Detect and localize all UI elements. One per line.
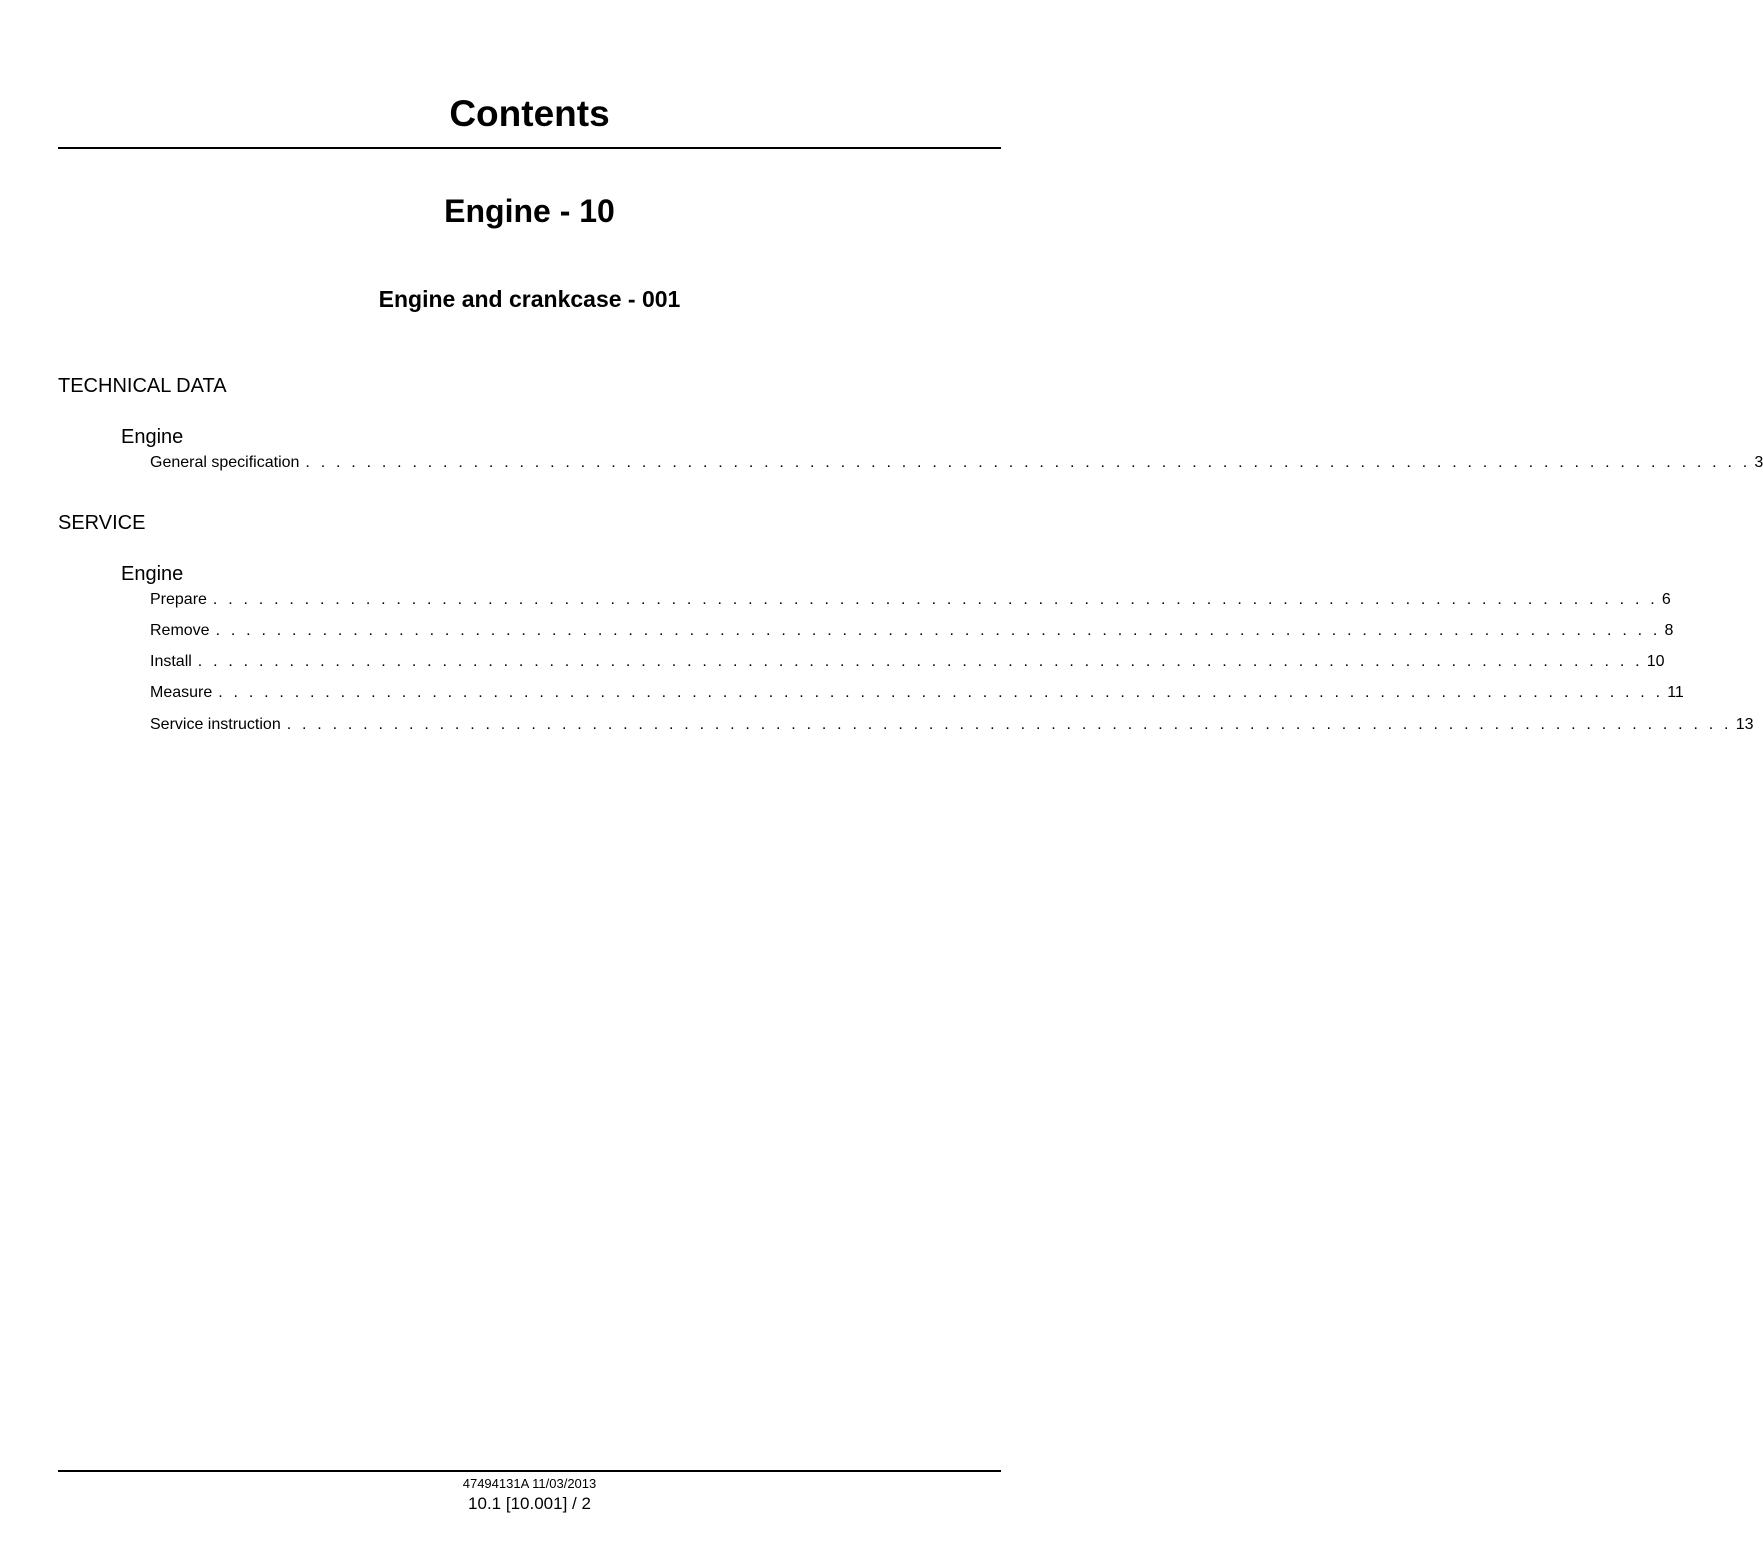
toc-entry-general-specification[interactable] (150, 452, 1763, 474)
toc-entry-page-number: 13 (1735, 716, 1754, 733)
footer-document-reference: 47494131A 11/03/2013 (462, 1476, 597, 1491)
toc-entry-label: Remove (150, 622, 210, 639)
toc-group-engine: Engine (121, 426, 184, 448)
toc-entry-remove[interactable] (150, 620, 1674, 642)
toc-entry-service-instruction[interactable] (150, 714, 1754, 736)
dot-leader: . . . . . . . . . . . . . . . . . . . . . . . . . . . . . . . . . . . . . . . . . . . . . . . . . . . . . . . . . . . . . . . . . . . . . . . . . . . . . . . . . . . . . . . . . . . . . . . (197, 653, 1643, 670)
toc-entry-page-number: 8 (1664, 622, 1674, 639)
toc-entry-label: Measure (150, 684, 213, 701)
toc-entry-page-number: 3 (1754, 454, 1763, 471)
header-divider (58, 147, 1001, 149)
dot-leader: . . . . . . . . . . . . . . . . . . . . . . . . . . . . . . . . . . . . . . . . . . . . . . . . . . . . . . . . . . . . . . . . . . . . . . . . . . . . . . . . . . . . . . . . . . . . . . . (218, 684, 1664, 701)
toc-category-service: SERVICE (58, 512, 146, 534)
dot-leader: . . . . . . . . . . . . . . . . . . . . . . . . . . . . . . . . . . . . . . . . . . . . . . . . . . . . . . . . . . . . . . . . . . . . . . . . . . . . . . . . . . . . . . . . . . . . . . . (212, 591, 1658, 608)
toc-entry-prepare[interactable] (150, 589, 1671, 611)
dot-leader: . . . . . . . . . . . . . . . . . . . . . . . . . . . . . . . . . . . . . . . . . . . . . . . . . . . . . . . . . . . . . . . . . . . . . . . . . . . . . . . . . . . . . . . . . . . . . . . (305, 454, 1751, 471)
toc-entry-label: Prepare (150, 591, 207, 608)
footer-divider (58, 1470, 1001, 1472)
chapter-title: Engine - 10 (444, 193, 615, 229)
toc-entry-measure[interactable] (150, 682, 1684, 704)
dot-leader: . . . . . . . . . . . . . . . . . . . . . . . . . . . . . . . . . . . . . . . . . . . . . . . . . . . . . . . . . . . . . . . . . . . . . . . . . . . . . . . . . . . . . . . . . . . . . . . (286, 716, 1732, 733)
toc-entry-label: Install (150, 653, 192, 670)
toc-entry-label: General specification (150, 454, 300, 471)
toc-entry-page-number: 11 (1667, 684, 1684, 701)
toc-group-engine: Engine (121, 563, 184, 585)
dot-leader: . . . . . . . . . . . . . . . . . . . . . . . . . . . . . . . . . . . . . . . . . . . . . . . . . . . . . . . . . . . . . . . . . . . . . . . . . . . . . . . . . . . . . . . . . . . . . . . (215, 622, 1661, 639)
toc-entry-install[interactable] (150, 651, 1665, 673)
toc-entry-page-number: 10 (1646, 653, 1665, 670)
page-title: Contents (449, 93, 610, 134)
toc-entry-page-number: 6 (1661, 591, 1671, 608)
toc-entry-label: Service instruction (150, 716, 281, 733)
section-title: Engine and crankcase - 001 (378, 286, 681, 312)
footer-page-reference: 10.1 [10.001] / 2 (468, 1494, 591, 1513)
toc-category-technical-data: TECHNICAL DATA (58, 375, 227, 397)
